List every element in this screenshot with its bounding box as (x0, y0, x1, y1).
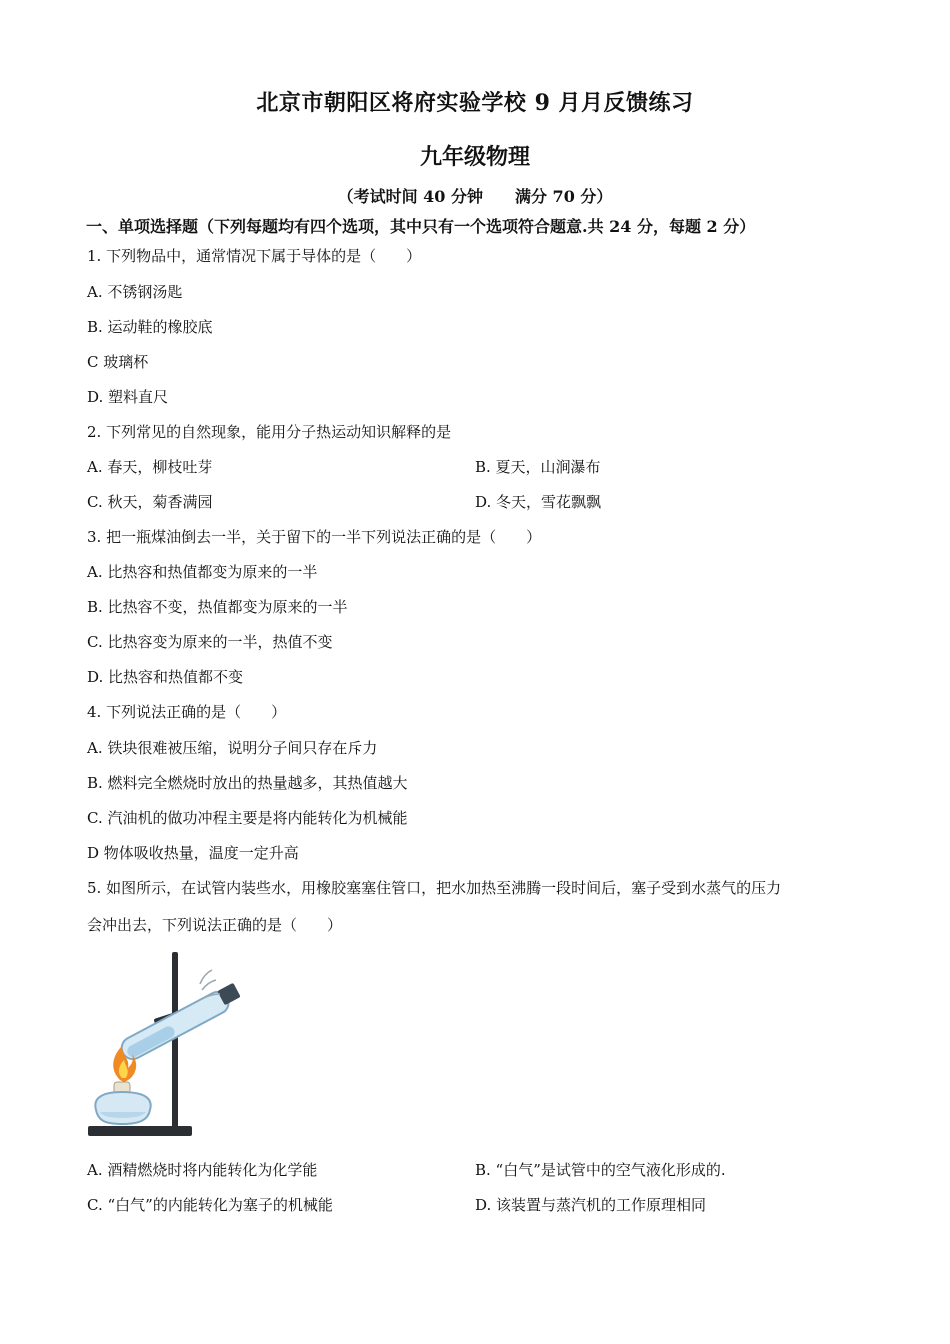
test-tube-heating-figure (84, 950, 244, 1142)
question-4-option-b: B. 燃料完全燃烧时放出的热量越多，其热值越大 (87, 774, 408, 792)
question-4-option-a: A. 铁块很难被压缩，说明分子间只存在斥力 (87, 739, 378, 757)
question-1-option-a: A. 不锈钢汤匙 (87, 283, 183, 301)
question-2-option-c: C. 秋天，菊香满园 (87, 493, 213, 511)
question-5-stem-line2: 会冲出去，下列说法正确的是（ ） (87, 916, 343, 934)
question-5-option-a: A. 酒精燃烧时将内能转化为化学能 (87, 1161, 318, 1179)
alcohol-lamp (95, 1092, 150, 1124)
question-1-option-b: B. 运动鞋的橡胶底 (87, 318, 213, 336)
question-3-option-a: A. 比热容和热值都变为原来的一半 (87, 563, 318, 581)
question-2-option-d: D. 冬天，雪花飘飘 (475, 493, 602, 511)
question-3-option-b: B. 比热容不变，热值都变为原来的一半 (87, 598, 348, 616)
question-4-option-d: D 物体吸收热量，温度一定升高 (87, 844, 299, 862)
question-5-stem-line1: 5. 如图所示，在试管内装些水，用橡胶塞塞住管口，把水加热至沸腾一段时间后，塞子受到水蒸气的压力 (87, 879, 782, 897)
question-2-option-b: B. 夏天，山涧瀑布 (475, 458, 601, 476)
document-title: 北京市朝阳区将府实验学校 9 月月反馈练习 (256, 90, 694, 116)
question-1-option-d: D. 塑料直尺 (87, 388, 169, 406)
question-2-stem: 2. 下列常见的自然现象，能用分子热运动知识解释的是 (87, 423, 452, 441)
question-4-option-c: C. 汽油机的做功冲程主要是将内能转化为机械能 (87, 809, 408, 827)
question-5-option-c: C. “白气”的内能转化为塞子的机械能 (87, 1196, 333, 1214)
question-3-option-c: C. 比热容变为原来的一半，热值不变 (87, 633, 333, 651)
question-5-option-b: B. “白气”是试管中的空气液化形成的. (475, 1161, 726, 1179)
section-heading: 一、单项选择题（下列每题均有四个选项，其中只有一个选项符合题意.共 24 分，每题 2 分） (86, 217, 756, 236)
document-subtitle: 九年级物理 (419, 144, 530, 170)
question-3-option-d: D. 比热容和热值都不变 (87, 668, 244, 686)
question-1-stem: 1. 下列物品中，通常情况下属于导体的是（ ） (87, 247, 422, 265)
question-4-stem: 4. 下列说法正确的是（ ） (87, 703, 287, 721)
question-3-stem: 3. 把一瓶煤油倒去一半，关于留下的一半下列说法正确的是（ ） (87, 528, 542, 546)
question-1-option-c: C 玻璃杯 (87, 353, 149, 371)
exam-info: （考试时间 40 分钟 满分 70 分） (337, 187, 613, 206)
question-2-option-a: A. 春天，柳枝吐芽 (87, 458, 213, 476)
question-5-option-d: D. 该装置与蒸汽机的工作原理相同 (475, 1196, 707, 1214)
